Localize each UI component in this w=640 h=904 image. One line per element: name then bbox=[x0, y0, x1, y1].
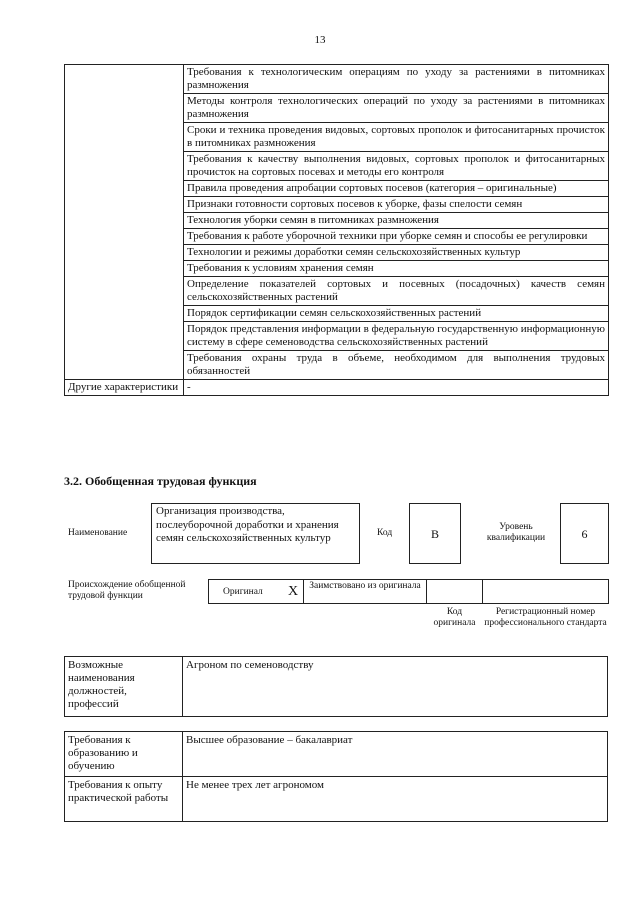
knowledge-item: Определение показателей сортовых и посевных (посадочных) качеств семян сельскохозяйственных растений bbox=[184, 277, 609, 306]
knowledge-table bbox=[64, 64, 609, 396]
code-value: В bbox=[409, 503, 461, 564]
original-mark: X bbox=[288, 584, 299, 599]
knowledge-item: Требования охраны труда в объеме, необходимом для выполнения трудовых обязанностей bbox=[184, 351, 609, 380]
section-title: 3.2. Обобщенная трудовая функция bbox=[64, 474, 257, 488]
positions-table bbox=[64, 656, 608, 717]
code-label: Код bbox=[377, 528, 393, 538]
education-label: Требования к образованию и обучению bbox=[65, 732, 183, 777]
name-value: Организация производства, послеуборочной доработки и хранения семян сельскохозяйственных культур bbox=[151, 503, 360, 564]
knowledge-item: Требования к технологическим операциям по уходу за растениями в питомниках размножения bbox=[184, 65, 609, 94]
code-original-cell bbox=[426, 579, 483, 604]
knowledge-item: Требования к качеству выполнения видовых, сортовых прополок и фитосанитарных прочисток на сортовых посевах и методы его контроля bbox=[184, 152, 609, 181]
knowledge-item: Технология уборки семян в питомниках размножения bbox=[184, 213, 609, 229]
page-number: 13 bbox=[314, 34, 326, 46]
knowledge-item: Порядок сертификации семян сельскохозяйственных растений bbox=[184, 306, 609, 322]
experience-value: Не менее трех лет агрономом bbox=[183, 777, 608, 822]
other-characteristics-label: Другие характеристики bbox=[65, 380, 184, 396]
borrowed-label: Заимствовано из оригинала bbox=[309, 581, 421, 591]
empty-label-cell bbox=[65, 65, 184, 380]
origin-label: Происхождение обобщенной трудовой функции bbox=[68, 580, 186, 601]
original-cell bbox=[208, 579, 304, 604]
knowledge-item: Признаки готовности сортовых посевов к уборке, фазы спелости семян bbox=[184, 197, 609, 213]
knowledge-item: Методы контроля технологических операций по уходу за растениями в питомниках размножения bbox=[184, 94, 609, 123]
reg-number-cell bbox=[482, 579, 609, 604]
knowledge-item: Сроки и техника проведения видовых, сортовых прополок и фитосанитарных прочисток в питомниках размножения bbox=[184, 123, 609, 152]
code-original-caption: Код оригинала bbox=[433, 607, 476, 628]
name-label: Наименование bbox=[68, 528, 128, 538]
other-characteristics-value: - bbox=[184, 380, 609, 396]
positions-value: Агроном по семеноводству bbox=[183, 657, 608, 717]
knowledge-item: Требования к работе уборочной техники при уборке семян и способы ее регулировки bbox=[184, 229, 609, 245]
knowledge-item: Технологии и режимы доработки семян сельскохозяйственных культур bbox=[184, 245, 609, 261]
knowledge-item: Правила проведения апробации сортовых посевов (категория – оригинальные) bbox=[184, 181, 609, 197]
positions-label: Возможные наименования должностей, профессий bbox=[65, 657, 183, 717]
reg-number-caption: Регистрационный номер профессионального стандарта bbox=[484, 607, 607, 628]
requirements-table bbox=[64, 731, 608, 822]
education-value: Высшее образование – бакалавриат bbox=[183, 732, 608, 777]
knowledge-item: Порядок представления информации в федеральную государственную информационную систему в сфере семеноводства сельскохозяйственных растений bbox=[184, 322, 609, 351]
level-value: 6 bbox=[560, 503, 609, 564]
borrowed-cell bbox=[303, 579, 427, 604]
knowledge-item: Требования к условиям хранения семян bbox=[184, 261, 609, 277]
original-label: Оригинал bbox=[223, 587, 263, 597]
level-label: Уровень квалификации bbox=[486, 522, 546, 543]
experience-label: Требования к опыту практической работы bbox=[65, 777, 183, 822]
